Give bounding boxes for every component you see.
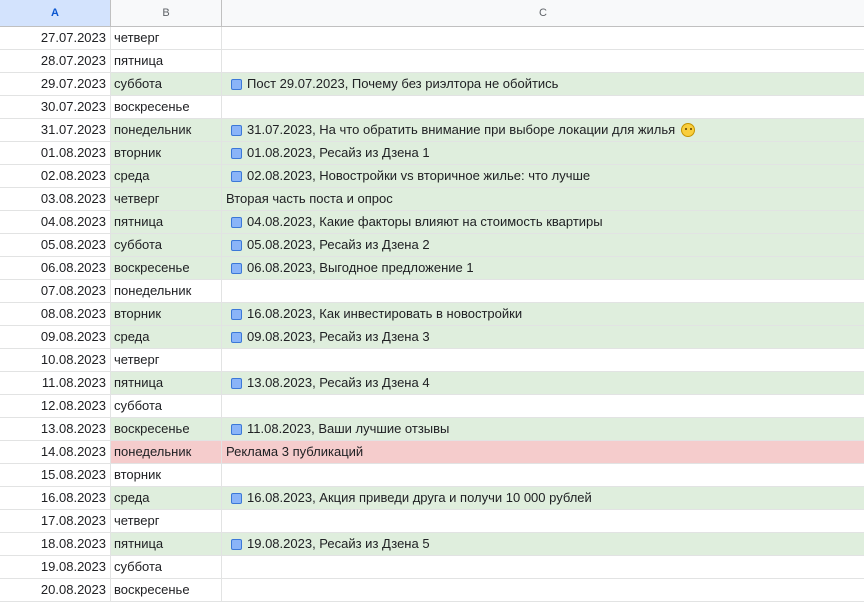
table-row — [0, 326, 864, 349]
content-text: 31.07.2023, На что обратить внимание при выборе локации для жилья — [247, 122, 676, 137]
weekday-cell[interactable]: понедельник — [111, 119, 222, 141]
content-text: 09.08.2023, Ресайз из Дзена 3 — [247, 329, 430, 344]
content-cell[interactable] — [222, 50, 864, 72]
table-row — [0, 556, 864, 579]
document-chip-icon[interactable] — [231, 217, 242, 228]
weekday-cell[interactable]: вторник — [111, 142, 222, 164]
date-cell[interactable]: 09.08.2023 — [0, 326, 111, 348]
table-row — [0, 441, 864, 464]
document-chip-icon[interactable] — [231, 263, 242, 274]
table-row — [0, 303, 864, 326]
content-cell[interactable] — [222, 579, 864, 601]
date-cell[interactable]: 14.08.2023 — [0, 441, 111, 463]
content-cell[interactable] — [222, 142, 864, 164]
content-cell[interactable] — [222, 73, 864, 95]
content-cell[interactable] — [222, 96, 864, 118]
table-row — [0, 579, 864, 602]
weekday-cell[interactable]: вторник — [111, 303, 222, 325]
table-row — [0, 27, 864, 50]
table-row — [0, 349, 864, 372]
content-cell[interactable] — [222, 188, 864, 210]
document-chip-icon[interactable] — [231, 378, 242, 389]
table-row — [0, 165, 864, 188]
content-text: 16.08.2023, Акция приведи друга и получи 10 000 рублей — [247, 490, 592, 505]
column-header-row — [0, 0, 864, 27]
date-cell[interactable]: 28.07.2023 — [0, 50, 111, 72]
date-cell[interactable]: 19.08.2023 — [0, 556, 111, 578]
document-chip-icon[interactable] — [231, 539, 242, 550]
content-cell[interactable] — [222, 533, 864, 555]
weekday-cell[interactable]: воскресенье — [111, 579, 222, 601]
weekday-cell[interactable]: четверг — [111, 188, 222, 210]
table-row — [0, 50, 864, 73]
date-cell[interactable]: 08.08.2023 — [0, 303, 111, 325]
document-chip-icon[interactable] — [231, 79, 242, 90]
table-row — [0, 372, 864, 395]
table-body — [0, 27, 864, 602]
date-cell[interactable]: 13.08.2023 — [0, 418, 111, 440]
content-cell[interactable] — [222, 234, 864, 256]
weekday-cell[interactable]: понедельник — [111, 280, 222, 302]
table-row — [0, 418, 864, 441]
date-cell[interactable]: 12.08.2023 — [0, 395, 111, 417]
date-cell[interactable]: 07.08.2023 — [0, 280, 111, 302]
content-cell[interactable] — [222, 464, 864, 486]
weekday-cell[interactable]: четверг — [111, 510, 222, 532]
content-text: 13.08.2023, Ресайз из Дзена 4 — [247, 375, 430, 390]
content-text: 06.08.2023, Выгодное предложение 1 — [247, 260, 474, 275]
weekday-cell[interactable]: вторник — [111, 464, 222, 486]
date-cell[interactable]: 30.07.2023 — [0, 96, 111, 118]
date-cell[interactable]: 15.08.2023 — [0, 464, 111, 486]
weekday-cell[interactable]: среда — [111, 487, 222, 509]
content-cell[interactable] — [222, 441, 864, 463]
content-cell[interactable] — [222, 372, 864, 394]
weekday-cell[interactable]: суббота — [111, 234, 222, 256]
table-row — [0, 96, 864, 119]
weekday-cell[interactable]: пятница — [111, 50, 222, 72]
weekday-cell[interactable]: воскресенье — [111, 96, 222, 118]
date-cell[interactable]: 11.08.2023 — [0, 372, 111, 394]
content-text: Реклама 3 публикаций — [226, 444, 364, 459]
table-row — [0, 73, 864, 96]
document-chip-icon[interactable] — [231, 125, 242, 136]
table-row — [0, 280, 864, 303]
content-cell[interactable] — [222, 418, 864, 440]
content-cell[interactable] — [222, 211, 864, 233]
content-text: Вторая часть поста и опрос — [226, 191, 393, 206]
content-text: 04.08.2023, Какие факторы влияют на стоимость квартиры — [247, 214, 603, 229]
content-cell[interactable] — [222, 165, 864, 187]
weekday-cell[interactable]: среда — [111, 165, 222, 187]
content-text: 19.08.2023, Ресайз из Дзена 5 — [247, 536, 430, 551]
document-chip-icon[interactable] — [231, 240, 242, 251]
date-cell[interactable]: 17.08.2023 — [0, 510, 111, 532]
content-text: 11.08.2023, Ваши лучшие отзывы — [247, 421, 450, 436]
column-header-b[interactable]: B — [111, 0, 222, 26]
document-chip-icon[interactable] — [231, 148, 242, 159]
date-cell[interactable]: 29.07.2023 — [0, 73, 111, 95]
table-row — [0, 395, 864, 418]
table-row — [0, 234, 864, 257]
content-cell[interactable] — [222, 257, 864, 279]
weekday-cell[interactable]: понедельник — [111, 441, 222, 463]
date-cell[interactable]: 10.08.2023 — [0, 349, 111, 371]
table-row — [0, 257, 864, 280]
content-cell[interactable] — [222, 326, 864, 348]
weekday-cell[interactable]: суббота — [111, 395, 222, 417]
date-cell[interactable]: 31.07.2023 — [0, 119, 111, 141]
content-text: 16.08.2023, Как инвестировать в новостройки — [247, 306, 523, 321]
weekday-cell[interactable]: суббота — [111, 73, 222, 95]
date-cell[interactable]: 06.08.2023 — [0, 257, 111, 279]
date-cell[interactable]: 01.08.2023 — [0, 142, 111, 164]
weekday-cell[interactable]: суббота — [111, 556, 222, 578]
date-cell[interactable]: 02.08.2023 — [0, 165, 111, 187]
content-cell[interactable] — [222, 487, 864, 509]
document-chip-icon[interactable] — [231, 493, 242, 504]
content-cell[interactable] — [222, 119, 864, 141]
weekday-cell[interactable]: четверг — [111, 349, 222, 371]
weekday-cell[interactable]: среда — [111, 326, 222, 348]
content-text: Пост 29.07.2023, Почему без риэлтора не обойтись — [247, 76, 559, 91]
weekday-cell[interactable]: воскресенье — [111, 257, 222, 279]
weekday-cell[interactable]: пятница — [111, 211, 222, 233]
content-cell[interactable] — [222, 395, 864, 417]
document-chip-icon[interactable] — [231, 171, 242, 182]
table-row — [0, 464, 864, 487]
document-chip-icon[interactable] — [231, 309, 242, 320]
content-text: 05.08.2023, Ресайз из Дзена 2 — [247, 237, 430, 252]
content-cell[interactable] — [222, 556, 864, 578]
weekday-cell[interactable]: пятница — [111, 533, 222, 555]
table-row — [0, 142, 864, 165]
date-cell[interactable]: 16.08.2023 — [0, 487, 111, 509]
content-cell[interactable] — [222, 349, 864, 371]
table-row — [0, 510, 864, 533]
date-cell[interactable]: 20.08.2023 — [0, 579, 111, 601]
date-cell[interactable]: 04.08.2023 — [0, 211, 111, 233]
date-cell[interactable]: 03.08.2023 — [0, 188, 111, 210]
content-cell[interactable] — [222, 27, 864, 49]
content-text: 02.08.2023, Новостройки vs вторичное жилье: что лучше — [247, 168, 591, 183]
content-text: 01.08.2023, Ресайз из Дзена 1 — [247, 145, 430, 160]
column-header-c[interactable]: C — [539, 7, 547, 19]
content-cell[interactable] — [222, 280, 864, 302]
smiling-face-emoji-icon — [681, 123, 695, 137]
date-cell[interactable]: 18.08.2023 — [0, 533, 111, 555]
table-row — [0, 487, 864, 510]
table-row — [0, 533, 864, 556]
date-cell[interactable]: 27.07.2023 — [0, 27, 111, 49]
column-header-a[interactable]: A — [0, 0, 111, 26]
content-cell[interactable] — [222, 303, 864, 325]
weekday-cell[interactable]: пятница — [111, 372, 222, 394]
weekday-cell[interactable]: четверг — [111, 27, 222, 49]
weekday-cell[interactable]: воскресенье — [111, 418, 222, 440]
table-row — [0, 211, 864, 234]
document-chip-icon[interactable] — [231, 424, 242, 435]
document-chip-icon[interactable] — [231, 332, 242, 343]
content-cell[interactable] — [222, 510, 864, 532]
date-cell[interactable]: 05.08.2023 — [0, 234, 111, 256]
table-row — [0, 119, 864, 142]
table-row — [0, 188, 864, 211]
